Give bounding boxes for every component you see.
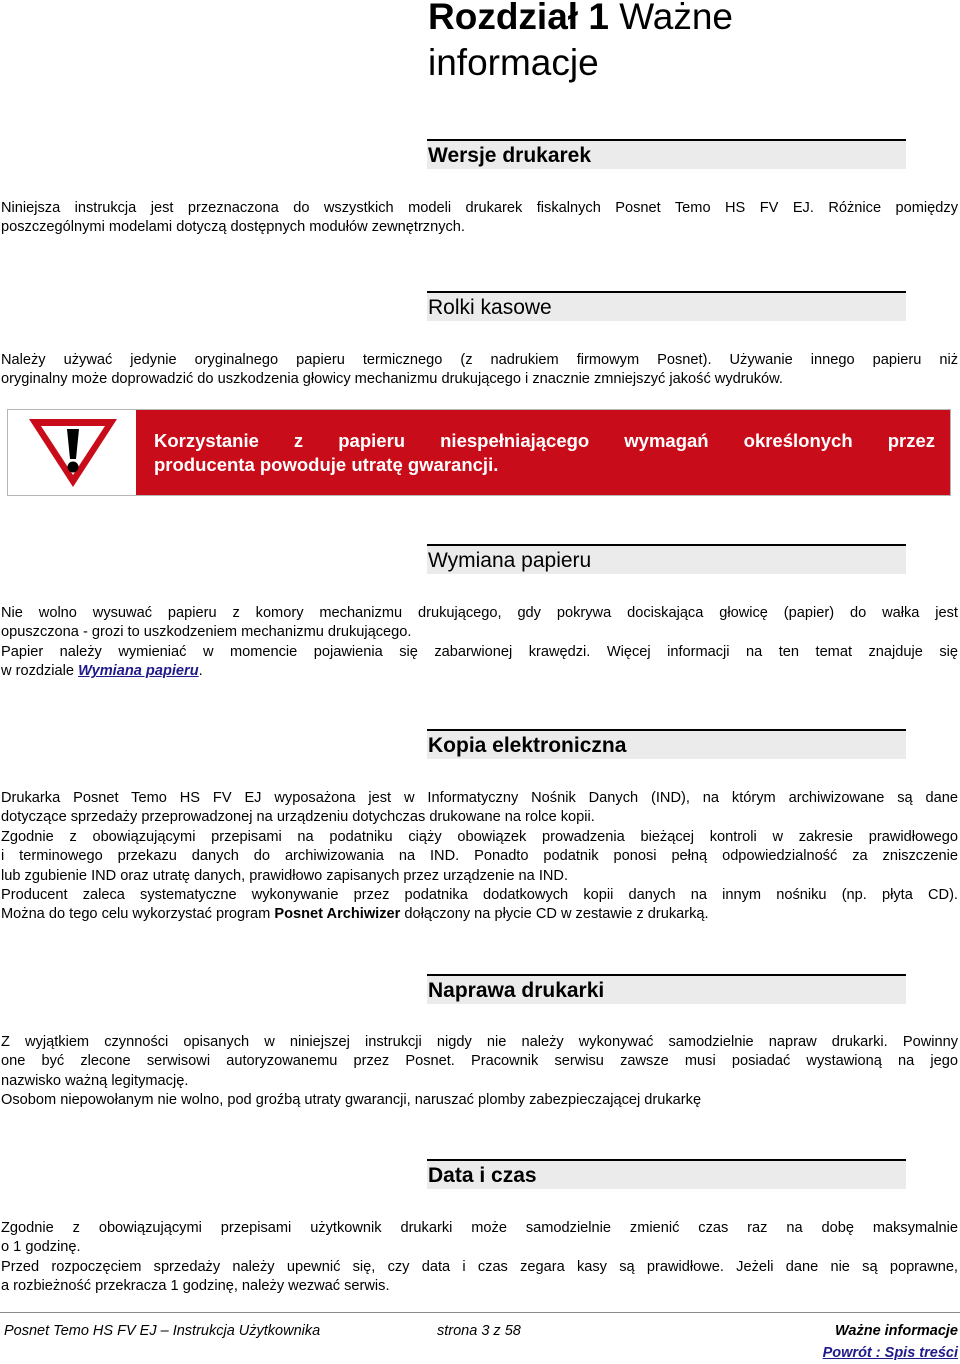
text-line: poszczególnymi modelami dotyczą dostępnych modułów zewnętrznych.	[1, 219, 465, 236]
text-line: Zgodnie z obowiązującymi przepisami użytkownik drukarki może samodzielnie zmienić czas raz na dobę maksymalnie	[1, 1220, 958, 1236]
warning-icon-cell	[8, 410, 136, 495]
text-line: dotyczące sprzedaży przeprowadzonej na urządzeniu dotychczas drukowane na rolce kopii.	[1, 809, 595, 826]
chapter-number: Rozdział 1	[428, 0, 609, 37]
section-heading-data: Data i czas	[427, 1159, 906, 1189]
section-heading-kopia: Kopia elektroniczna	[427, 729, 906, 759]
warning-box	[7, 409, 951, 496]
program-name: Posnet Archiwizer	[274, 906, 401, 923]
text-line: Przed rozpoczęciem sprzedaży należy upewnić się, czy data i czas zegara kasy są prawidłowe. Jeżeli dane nie są poprawne,	[1, 1258, 958, 1275]
text-line: a rozbieżność przekracza 1 godzinę, należy wezwać serwis.	[1, 1278, 390, 1295]
text-line: one być zlecone serwisowi autoryzowanemu przez Posnet. Pracownik serwisu zawsze musi posiadać wystawioną na jego	[1, 1053, 958, 1070]
text-line: Należy używać jedynie oryginalnego papieru termicznego (z nadrukiem firmowym Posnet). Używanie innego papieru niż	[1, 352, 958, 368]
chapter-title-word-2: informacje	[428, 42, 599, 83]
text-line: o 1 godzinę.	[1, 1239, 81, 1256]
footer-document-title: Posnet Temo HS FV EJ – Instrukcja Użytkownika	[4, 1323, 321, 1339]
link-wymiana-papieru[interactable]: Wymiana papieru	[78, 663, 199, 680]
paragraph-wersje	[1, 199, 958, 238]
section-heading-naprawa: Naprawa drukarki	[427, 974, 906, 1004]
paragraph-wymiana	[1, 604, 958, 682]
text-line: Producent zaleca systematyczne wykonywanie przez podatnika dodatkowych kopii danych na innym nośniku (np. płyta CD).	[1, 887, 958, 904]
text-line: Z wyjątkiem czynności opisanych w niniejszej instrukcji nigdy nie należy wykonywać samodzielnie napraw drukarki. Powinny	[1, 1034, 958, 1050]
paragraph-kopia	[1, 789, 958, 925]
footer-chapter-name: Ważne informacje	[834, 1323, 958, 1339]
footer-page-number: strona 3 z 58	[437, 1323, 521, 1339]
warning-line: Korzystanie z papieru niespełniającego wymagań określonych przez	[154, 430, 935, 451]
text-line: Nie wolno wysuwać papieru z komory mechanizmu drukującego, gdy pokrywa dociskająca głowicę (papier) do wałka jest	[1, 605, 958, 621]
paragraph-naprawa	[1, 1033, 958, 1111]
warning-line: producenta powoduje utratę gwarancji.	[154, 454, 499, 475]
text-line: nazwisko ważną legitymację.	[1, 1072, 189, 1089]
section-heading-rolki: Rolki kasowe	[427, 291, 906, 321]
footer-divider	[0, 1312, 960, 1313]
text-line: lub zgubienie IND oraz utratę danych, prawidłowo zapisanych przez urządzenie na IND.	[1, 867, 569, 884]
text-line: Można do tego celu wykorzystać program Posnet Archiwizer dołączony na płycie CD w zestawie z drukarką.	[1, 906, 709, 923]
text-line: Osobom niepowołanym nie wolno, pod groźbą utraty gwarancji, naruszać plomby zabezpieczającej drukarkę	[1, 1092, 702, 1109]
chapter-title-word: Ważne	[619, 0, 733, 37]
text-line: opuszczona - grozi to uszkodzeniem mechanizmu drukującego.	[1, 624, 412, 641]
text-line: Papier należy wymieniać w momencie pojawienia się zabarwionej krawędzi. Więcej informacji na ten temat znajduje się	[1, 643, 958, 660]
warning-triangle-icon	[25, 415, 121, 491]
text-line: oryginalny może doprowadzić do uszkodzenia głowicy mechanizmu drukującego i znacznie zmniejszyć jakość wydruków.	[1, 371, 783, 388]
paragraph-data	[1, 1219, 958, 1297]
text-line: Drukarka Posnet Temo HS FV EJ wyposażona jest w Informatyczny Nośnik Danych (IND), na którym archiwizowane są dane	[1, 790, 958, 806]
text-line: i terminowego przekazu danych do archiwizowania na IND. Ponadto podatnik ponosi pełną odpowiedzialność za zniszczenie	[1, 848, 958, 865]
text-line: Niniejsza instrukcja jest przeznaczona do wszystkich modeli drukarek fiskalnych Posnet Temo HS FV EJ. Różnice pomiędzy	[1, 200, 958, 216]
warning-message	[136, 410, 950, 495]
text-line: Zgodnie z obowiązującymi przepisami na podatniku ciąży obowiązek prowadzenia bieżącej kontroli w zakresie prawidłowego	[1, 828, 958, 845]
paragraph-rolki	[1, 351, 958, 390]
back-to-toc-link[interactable]: Powrót : Spis treści	[822, 1345, 958, 1361]
section-heading-wersje: Wersje drukarek	[427, 139, 906, 169]
text-line: w rozdziale Wymiana papieru.	[1, 663, 203, 680]
chapter-title	[428, 0, 928, 86]
section-heading-wymiana: Wymiana papieru	[427, 544, 906, 574]
